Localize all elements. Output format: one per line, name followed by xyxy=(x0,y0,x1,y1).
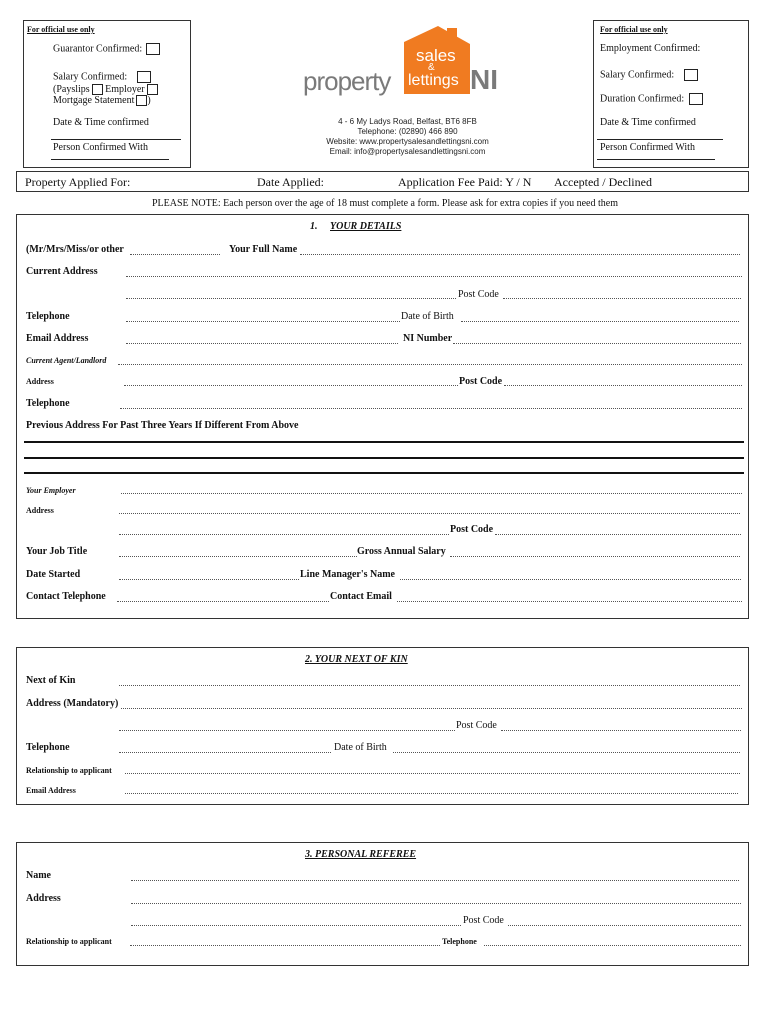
current-agent-input[interactable] xyxy=(118,364,742,365)
full-name-input[interactable] xyxy=(300,254,740,255)
section1-title: YOUR DETAILS xyxy=(330,221,402,232)
title-label-text: Mr/Mrs/Miss/or other xyxy=(29,244,124,255)
logo-ni-text: NI xyxy=(470,64,498,95)
section3-title: 3. PERSONAL REFEREE xyxy=(305,849,417,860)
ni-number-input[interactable] xyxy=(453,343,741,344)
referee-post-code-input[interactable] xyxy=(508,925,741,926)
contact-telephone-input[interactable] xyxy=(117,601,329,602)
telephone-input[interactable] xyxy=(126,321,400,322)
section2-title: 2. YOUR NEXT OF KIN xyxy=(305,654,408,665)
divider xyxy=(597,139,723,140)
employer-post-code-label: Post Code xyxy=(450,524,494,535)
current-address-input-2[interactable] xyxy=(126,298,456,299)
post-code-label: Post Code xyxy=(458,289,499,300)
please-note: PLEASE NOTE: Each person over the age of 18 must complete a form. Please ask for extra copies if you need them xyxy=(152,198,618,209)
company-telephone: Telephone: (02890) 466 890 xyxy=(357,127,458,136)
post-code-input[interactable] xyxy=(503,298,741,299)
line-manager-label: Line Manager's Name xyxy=(300,569,395,580)
official-use-header: For official use only xyxy=(600,25,668,34)
official-use-box-left xyxy=(23,20,191,168)
contact-block xyxy=(300,117,515,157)
logo-amp-text: & xyxy=(428,62,435,73)
telephone-label: Telephone xyxy=(26,311,70,322)
job-title-label: Your Job Title xyxy=(26,546,88,557)
divider xyxy=(51,139,181,140)
status-label[interactable]: Accepted / Declined xyxy=(554,175,652,189)
referee-relationship-input[interactable] xyxy=(130,945,440,946)
contact-email-input[interactable] xyxy=(397,601,742,602)
official-use-header: For official use only xyxy=(27,25,95,34)
title-field-label: (Mr/Mrs/Miss/or other xyxy=(26,244,124,255)
logo-sales-text: sales xyxy=(416,46,456,65)
section-your-details xyxy=(16,214,749,619)
duration-label: Duration Confirmed: xyxy=(600,93,685,105)
referee-telephone-label: Telephone xyxy=(442,937,477,946)
section1-heading xyxy=(310,221,401,232)
previous-address-label: Previous Address For Past Three Years If Different From Above xyxy=(26,420,299,431)
duration-checkbox[interactable] xyxy=(689,93,703,105)
dob-label: Date of Birth xyxy=(401,311,454,322)
dob-input[interactable] xyxy=(461,321,739,322)
application-bar xyxy=(16,171,749,192)
agent-telephone-input[interactable] xyxy=(120,408,742,409)
employer-label: Employer xyxy=(105,84,145,95)
salary-checkbox[interactable] xyxy=(684,69,698,81)
referee-address-input[interactable] xyxy=(131,903,741,904)
employment-confirmed-label: Employment Confirmed: xyxy=(600,43,701,54)
employer-address-input[interactable] xyxy=(119,513,740,514)
next-of-kin-input[interactable] xyxy=(119,685,740,686)
current-address-label: Current Address xyxy=(26,266,98,277)
fee-paid-label[interactable]: Application Fee Paid: Y / N xyxy=(398,175,532,189)
salary-row xyxy=(53,71,151,83)
referee-relationship-label: Relationship to applicant xyxy=(26,937,112,946)
employer-checkbox[interactable] xyxy=(147,84,158,95)
mortgage-checkbox[interactable] xyxy=(136,95,147,106)
kin-address-input[interactable] xyxy=(121,708,742,709)
salary-input[interactable] xyxy=(450,556,740,557)
ni-number-label: NI Number xyxy=(403,333,453,344)
current-address-input[interactable] xyxy=(126,276,742,277)
contact-telephone-label: Contact Telephone xyxy=(26,591,106,602)
agent-address-input[interactable] xyxy=(124,385,458,386)
guarantor-checkbox[interactable] xyxy=(146,43,160,55)
line-manager-input[interactable] xyxy=(400,579,741,580)
referee-address-label: Address xyxy=(26,893,61,904)
referee-telephone-input[interactable] xyxy=(484,945,741,946)
kin-dob-input[interactable] xyxy=(393,752,740,753)
signature-line[interactable] xyxy=(51,159,169,160)
kin-relationship-input[interactable] xyxy=(125,773,740,774)
section1-number: 1. xyxy=(310,221,318,232)
referee-name-label: Name xyxy=(26,870,51,881)
company-website[interactable]: Website: www.propertysalesandlettingsni.com xyxy=(326,137,489,146)
email-input[interactable] xyxy=(126,343,398,344)
email-label: Email Address xyxy=(26,333,89,344)
referee-post-code-label: Post Code xyxy=(463,915,504,926)
employer-input[interactable] xyxy=(121,493,742,494)
official-use-box-right xyxy=(593,20,749,168)
kin-address-label: Address (Mandatory) xyxy=(26,698,119,709)
guarantor-label: Guarantor Confirmed: xyxy=(53,43,143,55)
company-logo xyxy=(300,22,500,102)
kin-telephone-input[interactable] xyxy=(119,752,331,753)
title-input[interactable] xyxy=(130,254,220,255)
date-applied-label[interactable]: Date Applied: xyxy=(257,175,324,189)
referee-name-input[interactable] xyxy=(131,880,739,881)
employer-post-code-input[interactable] xyxy=(495,534,741,535)
agent-post-code-input[interactable] xyxy=(504,385,742,386)
person-confirmed-label: Person Confirmed With xyxy=(53,142,148,153)
property-applied-label[interactable]: Property Applied For: xyxy=(25,175,131,189)
previous-address-line-2[interactable] xyxy=(24,457,744,459)
agent-telephone-label: Telephone xyxy=(26,398,70,409)
kin-email-label: Email Address xyxy=(26,786,76,795)
kin-address-input-2[interactable] xyxy=(119,730,455,731)
full-name-label: Your Full Name xyxy=(229,244,298,255)
logo-lettings-text: lettings xyxy=(408,72,459,89)
payslips-label: (Payslips xyxy=(53,84,90,95)
salary-label: Gross Annual Salary xyxy=(357,546,446,557)
next-of-kin-label: Next of Kin xyxy=(26,675,76,686)
current-agent-label: Current Agent/Landlord xyxy=(26,356,107,365)
kin-dob-label: Date of Birth xyxy=(334,742,387,753)
section-personal-referee xyxy=(16,842,749,966)
signature-line[interactable] xyxy=(597,159,715,160)
kin-post-code-input[interactable] xyxy=(501,730,741,731)
guarantor-row xyxy=(53,43,160,55)
referee-address-input-2[interactable] xyxy=(131,925,461,926)
salary-label: Salary Confirmed: xyxy=(53,71,128,83)
agent-address-label: Address xyxy=(26,377,54,386)
date-started-label: Date Started xyxy=(26,569,81,580)
mortgage-row xyxy=(53,95,151,106)
section-next-of-kin xyxy=(16,647,749,805)
date-time-confirmed-label: Date & Time confirmed xyxy=(53,117,149,128)
date-started-input[interactable] xyxy=(119,579,299,580)
payslips-checkbox[interactable] xyxy=(92,84,103,95)
date-time-confirmed-label: Date & Time confirmed xyxy=(600,117,696,128)
kin-email-input[interactable] xyxy=(125,793,738,794)
company-address: 4 - 6 My Ladys Road, Belfast, BT6 8FB xyxy=(338,117,477,126)
employer-address-input-2[interactable] xyxy=(119,534,449,535)
employer-label: Your Employer xyxy=(26,486,76,495)
salary-label: Salary Confirmed: xyxy=(600,69,675,81)
payslips-row xyxy=(53,84,158,95)
job-title-input[interactable] xyxy=(119,556,357,557)
mortgage-label: Mortgage Statement xyxy=(53,95,135,106)
previous-address-line-1[interactable] xyxy=(24,441,744,443)
company-email[interactable]: Email: info@propertysalesandlettingsni.com xyxy=(329,147,486,156)
kin-post-code-label: Post Code xyxy=(456,720,497,731)
salary-checkbox[interactable] xyxy=(137,71,151,83)
duration-row xyxy=(600,93,703,105)
agent-post-code-label: Post Code xyxy=(459,376,503,387)
previous-address-line-3[interactable] xyxy=(24,472,744,474)
contact-email-label: Contact Email xyxy=(330,591,392,602)
kin-relationship-label: Relationship to applicant xyxy=(26,766,112,775)
mortgage-close: ) xyxy=(147,95,151,106)
person-confirmed-label: Person Confirmed With xyxy=(600,142,695,153)
logo-property-text: property xyxy=(303,66,391,96)
kin-telephone-label: Telephone xyxy=(26,742,70,753)
salary-row xyxy=(600,69,698,81)
employer-address-label: Address xyxy=(26,506,54,515)
